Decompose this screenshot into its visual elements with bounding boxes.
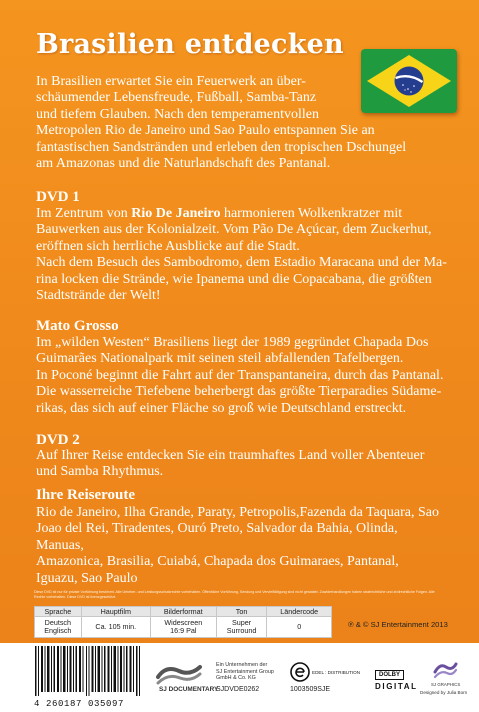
dvd1-line: Stadtstrände der Welt!	[36, 288, 161, 304]
intro-line: am Amazonas und die Naturlandschaft des Pantanal.	[36, 156, 331, 172]
dvd1-line: rina locken die Strände, wie Ipanema und die Copacabana, die größten	[36, 271, 432, 287]
specs-value: Widescreen	[164, 618, 203, 627]
mato-grosso-paragraph	[36, 335, 456, 417]
specs-value: Deutsch	[44, 618, 72, 627]
company-line: GmbH & Co. KG	[216, 675, 256, 682]
catalog-code: SJDVDE0262	[216, 686, 260, 693]
sj-graphics-label: SJ GRAPHICS	[431, 682, 461, 687]
dvd1-line-start: Im Zentrum von	[36, 206, 132, 221]
dvd1-line: Bauwerken aus der Kolonialzeit. Vom Pão De Açúcar, dem Zuckerhut,	[36, 222, 432, 238]
route-line: Rio de Janeiro, Ilha Grande, Paraty, Petropolis,Fazenda da Taquara, Sao	[36, 505, 439, 520]
dolby-digital-text: DIGITAL	[375, 682, 418, 691]
mato-line: Die wasserreiche Tiefebene beherbergt das größte Tierparadies Südame-	[36, 384, 442, 400]
intro-line: fantastischen Sandstränden und erleben den tropischen Dschungel	[36, 139, 407, 155]
specs-value: 0	[297, 622, 302, 631]
rio-emphasis: Rio De Janeiro	[131, 206, 221, 221]
specs-header: Ton	[216, 607, 267, 617]
company-line: Ein Unternehmen der	[216, 662, 268, 668]
route-heading: Ihre Reiseroute	[36, 487, 136, 503]
specs-value-row	[35, 617, 332, 638]
route-paragraph	[36, 505, 446, 587]
specs-header: Ländercode	[267, 607, 332, 617]
intro-line: schäumender Lebensfreude, Fußball, Samba-Tanz	[36, 90, 317, 106]
brazil-flag-icon	[361, 49, 457, 113]
intro-line: und tiefem Glauben. Nach den temperamentvollen	[36, 106, 320, 122]
specs-cell-sprache	[35, 617, 82, 638]
intro-line: In Brasilien erwartet Sie ein Feuerwerk an über-	[36, 74, 306, 89]
dvd2-line: Auf Ihrer Reise entdecken Sie ein traumhaftes Land voller Abenteuer	[36, 448, 425, 463]
specs-cell-hauptfilm	[81, 617, 150, 638]
mato-line: rikas, das sich auf einer Fläche so groß wie Deutschland erstreckt.	[36, 400, 407, 416]
specs-cell-ton	[216, 617, 267, 638]
dvd1-line: eröffnen sich herrliche Ausblicke auf die Stadt.	[36, 238, 300, 254]
specs-header: Bilderformat	[150, 607, 216, 617]
route-line: Iguazu, Sao Paulo	[36, 570, 138, 586]
specs-cell-laendercode	[267, 617, 332, 638]
dvd2-line: und Samba Rhythmus.	[36, 464, 164, 480]
mato-grosso-heading: Mato Grosso	[36, 318, 119, 334]
dvd1-heading: DVD 1	[36, 189, 80, 205]
dolby-digital-logo-icon	[375, 663, 418, 691]
dvd1-line: Nach dem Besuch des Sambodromo, dem Estadio Maracana und der Ma-	[36, 255, 447, 271]
route-line: Amazonica, Brasilia, Cuiabá, Chapada dos Guimaraes, Pantanal,	[36, 554, 399, 570]
mato-line: In Poconé beginnt die Fahrt auf der Transpantaneira, durch das Pantanal.	[36, 367, 444, 383]
distribution-label: EDEL : DISTRIBUTION	[312, 670, 361, 675]
specs-header: Hauptfilm	[81, 607, 150, 617]
intro-paragraph	[36, 74, 407, 172]
specs-header-row	[35, 607, 332, 617]
specs-value: Super	[231, 618, 252, 627]
edel-logo-icon	[290, 662, 310, 682]
company-line: SJ Entertainment Group	[216, 668, 274, 675]
specs-value: 16:9 Pal	[170, 626, 197, 635]
dvd2-heading: DVD 2	[36, 432, 80, 448]
legal-notice: Diese DVD ist nur für private Vorführung bestimmt. Alle Urheber- und Leistungsschutzrechte vorbehalten. Öffentliche Vorführung, Sendung und Vervielfältigung sind nicht gestattet. Zuwiderhandlungen haben strafrechtliche und zivilrechtliche Folgen. Alle Rechte vorbehalten. Diese DVD ist lizenzgeschützt.	[34, 590, 435, 599]
specs-cell-bildformat	[150, 617, 216, 638]
copyright-notice: ℗ & © SJ Entertainment 2013	[348, 620, 448, 629]
specs-header: Sprache	[35, 607, 82, 617]
intro-line: Metropolen Rio de Janeiro und Sao Paulo entspannen Sie an	[36, 123, 375, 139]
specs-table	[34, 606, 332, 638]
mato-line: Guimarães Nationalpark mit seinen steil abfallenden Tafelbergen.	[36, 351, 404, 367]
mato-line: Im „wilden Westen“ Brasiliens liegt der 1989 gegründet Chapada Dos	[36, 335, 429, 350]
route-line: Joao del Rei, Tiradentes, Ouró Preto, Salvador da Bahia, Olinda, Manuas,	[36, 521, 398, 553]
cover-title: Brasilien entdecken	[36, 29, 344, 60]
specs-value: Englisch	[44, 626, 72, 635]
designer-credit: Designed by Julia Born	[420, 690, 468, 695]
dvd1-paragraph	[36, 206, 456, 304]
dvd1-line-end: harmonieren Wolkenkratzer mit	[220, 206, 403, 221]
distribution-code: 1003509SJE	[290, 686, 331, 693]
sj-graphics-logo-icon	[432, 661, 458, 684]
specs-value: Surround	[226, 626, 257, 635]
dolby-mark: DOLBY	[375, 670, 404, 680]
sj-documentary-label: SJ DOCUMENTARY	[159, 686, 219, 693]
specs-value: Ca. 105 min.	[95, 622, 137, 631]
dvd2-paragraph	[36, 448, 456, 481]
barcode-number: 4 260187 035097	[34, 699, 125, 709]
dvd1-line	[36, 206, 456, 222]
company-info	[216, 662, 274, 682]
